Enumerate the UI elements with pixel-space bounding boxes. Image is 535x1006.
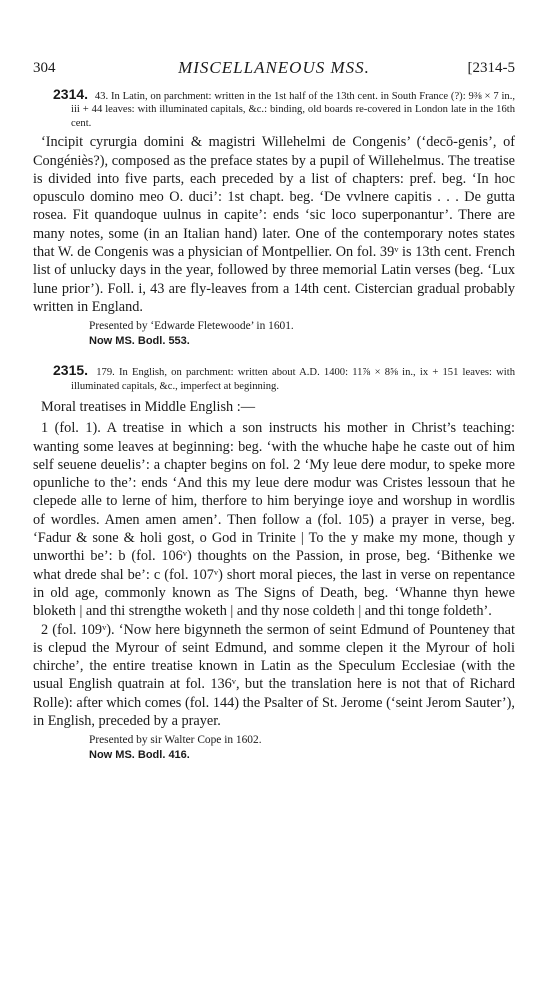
entry-physical-description: 43. In Latin, on parchment: written in the 1st half of the 13th cent. in South France (?): 9⅜ × 7 in., iii + 44 leaves: with illuminated capitals, &c.: binding, old boards re-covered in London late in the 16th cent.	[71, 91, 515, 129]
entry-physical-description: 179. In English, on parchment: written about A.D. 1400: 11⅞ × 8⅝ in., ix + 151 leaves: with illuminated capitals, &c., imperfect at beginning.	[71, 367, 515, 392]
presentation-note: Presented by ‘Edwarde Fletewoode’ in 1601.	[89, 320, 294, 333]
catalogue-entry-2314	[33, 88, 515, 349]
entry-number: 2314.	[53, 86, 89, 102]
entry-paragraph: 2 (fol. 109ᵛ). ‘Now here bigynneth the sermon of seint Edmund of Pounteney that is clepud the Myrour of seint Edmund, and somme clepen it the Myrour of holi chirche’, the entire treatise known in Latin as the Speculum Ecclesiae (with the usual English quatrain at fol. 136ᵛ, but the translation here is not that of Richard Rolle): after which comes (fol. 144) the Psalter of St. Jerome (‘seint Jerom Sauter’), in English, preceded by a prayer.	[33, 621, 515, 730]
entry-subheading: Moral treatises in Middle English :—	[41, 399, 256, 415]
provenance	[89, 319, 515, 349]
entry-paragraph: ‘Incipit cyrurgia domini & magistri Willehelmi de Congenis’ (‘decō-genis’, of Congéniès?), composed as the preface states by a pupil of Willehelmus. The treatise is divided into five parts, each preceded by a list of chapters: pref. beg. ‘In hoc opusculo domino meo O. duci’: 1st chapt. beg. ‘De vvlnere capitis . . . De gutta rosea. Fit quandoque uulnus in capite’: ends ‘sic loco superponantur’. There are many notes, some (in an Italian hand) later. One of the contemporary notes states that W. de Congenis was a physician of Montpellier. On fol. 39ᵛ is 13th cent. French list of unlucky days in the year, followed by three memorial Latin verses (beg. ‘Lux lune prior’). Foll. i, 43 are fly-leaves from a 14th cent. Cistercian gradual probably written in England.	[33, 134, 515, 315]
entry-body	[33, 133, 515, 316]
entry-description	[33, 364, 515, 393]
entry-range: [2314-5	[467, 60, 515, 76]
running-title: MISCELLANEOUS MSS.	[178, 58, 370, 77]
entry-body	[33, 419, 515, 730]
entry-description	[33, 88, 515, 130]
provenance	[89, 733, 515, 763]
page-number: 304	[33, 60, 56, 76]
catalogue-entry-2315	[33, 364, 515, 763]
running-header	[33, 58, 515, 82]
entry-paragraph: 1 (fol. 1). A treatise in which a son instructs his mother in Christ’s teaching: wanting some leaves at beginning: beg. ‘with the whuche haþe he caste out of him self seuene deuelis’: a chapter begins on fol. 2 ‘My leue dere modur, to speke more opunliche to the’: ends ‘And this my leue dere modur was Cristes lessoun that he clepede alle to lerne of him, therfore to him beryinge ioye and worshup in wordlis of wordles. Amen amen amen’. Then follow a (fol. 105) a prayer in verse, beg. ‘Fadur & sone & holi gost, o God in Trinite | To the y make my mone, though y unworthi be’: b (fol. 106ᵛ) thoughts on the Passion, in prose, beg. ‘Bithenke we what drede shal be’: c (fol. 107ᵛ) short moral pieces, the last in verse on repentance in old age, commonly known as The Signs of Death, beg. ‘Whanne thyn hewe bloketh | and thi strengthe woketh | and thy nose coldeth | and thi tonge foldeth’.	[33, 420, 515, 620]
catalogue-page	[33, 58, 515, 763]
shelfmark: Now MS. Bodl. 553.	[89, 335, 190, 348]
shelfmark: Now MS. Bodl. 416.	[89, 749, 190, 762]
presentation-note: Presented by sir Walter Cope in 1602.	[89, 734, 262, 747]
entry-number: 2315.	[53, 362, 89, 379]
